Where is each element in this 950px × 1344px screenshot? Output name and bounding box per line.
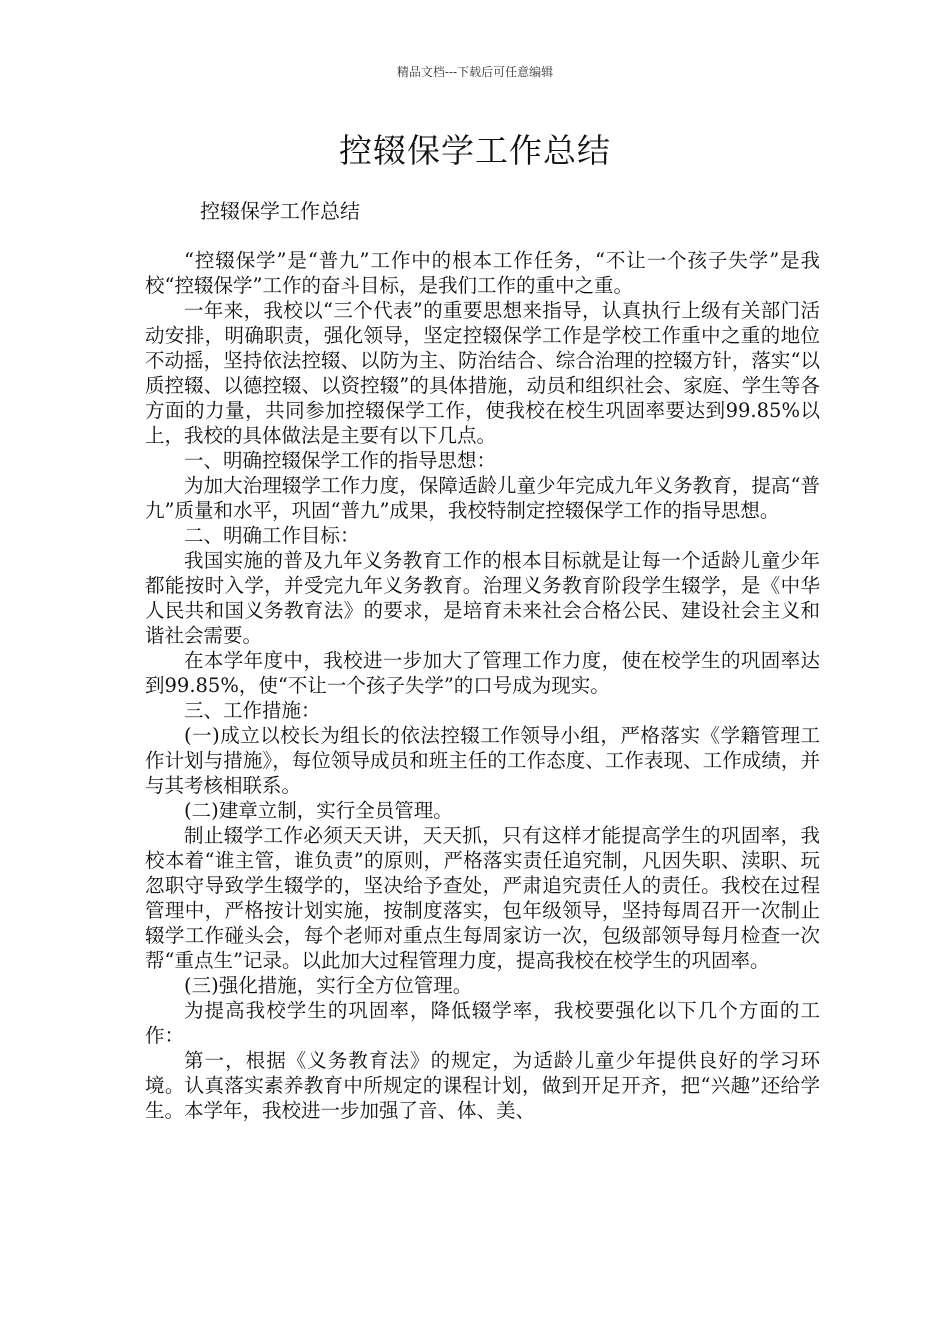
subsection-heading-rules: (二)建章立制，实行全员管理。 xyxy=(184,799,453,822)
paragraph-measure-1: (一)成立以校长为组长的依法控辍工作领导小组，严格落实《学籍管理工作计划与措施》，每位领导成员和班主任的工作态度、工作表现、工作成绩，并与其考核相联系。 xyxy=(145,724,820,797)
document-subtitle: 控辍保学工作总结 xyxy=(200,199,360,223)
section-heading-measures: 三、工作措施： xyxy=(184,699,321,722)
paragraph-overview: 一年来，我校以“三个代表”的重要思想来指导，认真执行上级有关部门活动安排，明确职责，强化领导，坚定控辍保学工作是学校工作重中之重的地位不动摇，坚持依法控辍、以防为主、防治结合、综合治理的控辍方针，落实“以质控辍、以德控辍、以资控辍”的具体措施，动员和组织社会、家庭、学生等各方面的力量，共同参加控辍保学工作，使我校在校生巩固率要达到99.85%以上，我校的具体做法是主要有以下几点。 xyxy=(145,299,820,447)
section-heading-goals: 二、明确工作目标： xyxy=(184,524,360,547)
paragraph-rules: 制止辍学工作必须天天讲，天天抓，只有这样才能提高学生的巩固率，我校本着“谁主管，谁负责”的原则，严格落实责任追究制，凡因失职、渎职、玩忽职守导致学生辍学的，坚决给予查处，严肃追究责任人的责任。我校在过程管理中，严格按计划实施，按制度落实，包年级领导，坚持每周召开一次制止辍学工作碰头会，每个老师对重点生每周家访一次，包级部领导每月检查一次帮“重点生”记录。以此加大过程管理力度，提高我校在校学生的巩固率。 xyxy=(145,824,820,972)
document-body xyxy=(145,248,820,1123)
paragraph-goals: 我国实施的普及九年义务教育工作的根本目标就是让每一个适龄儿童少年都能按时入学，并受完九年义务教育。治理义务教育阶段学生辍学，是《中华人民共和国义务教育法》的要求，是培育未来社会合格公民、建设社会主义和谐社会需要。 xyxy=(145,549,820,647)
page-header: 精品文档---下载后可任意编辑 xyxy=(396,65,554,79)
paragraph-retention-rate: 在本学年度中，我校进一步加大了管理工作力度，使在校学生的巩固率达到99.85%，使“不让一个孩子失学”的口号成为现实。 xyxy=(145,649,820,697)
document-title: 控辍保学工作总结 xyxy=(339,131,611,170)
paragraph-intro: “控辍保学”是“普九”工作中的根本工作任务，“不让一个孩子失学”是我校“控辍保学”工作的奋斗目标，是我们工作的重中之重。 xyxy=(145,249,820,297)
paragraph-strengthen: 为提高我校学生的巩固率，降低辍学率，我校要强化以下几个方面的工作： xyxy=(145,999,820,1047)
paragraph-guiding-thought: 为加大治理辍学工作力度，保障适龄儿童少年完成九年义务教育，提高“普九”质量和水平，巩固“普九”成果，我校特制定控辍保学工作的指导思想。 xyxy=(145,474,820,522)
subsection-heading-strengthen: (三)强化措施，实行全方位管理。 xyxy=(184,974,473,997)
section-heading-guiding-thought: 一、明确控辍保学工作的指导思想： xyxy=(184,449,497,472)
paragraph-first-point: 第一，根据《义务教育法》的规定，为适龄儿童少年提供良好的学习环境。认真落实素养教育中所规定的课程计划，做到开足开齐，把“兴趣”还给学生。本学年，我校进一步加强了音、体、美、 xyxy=(145,1049,820,1122)
